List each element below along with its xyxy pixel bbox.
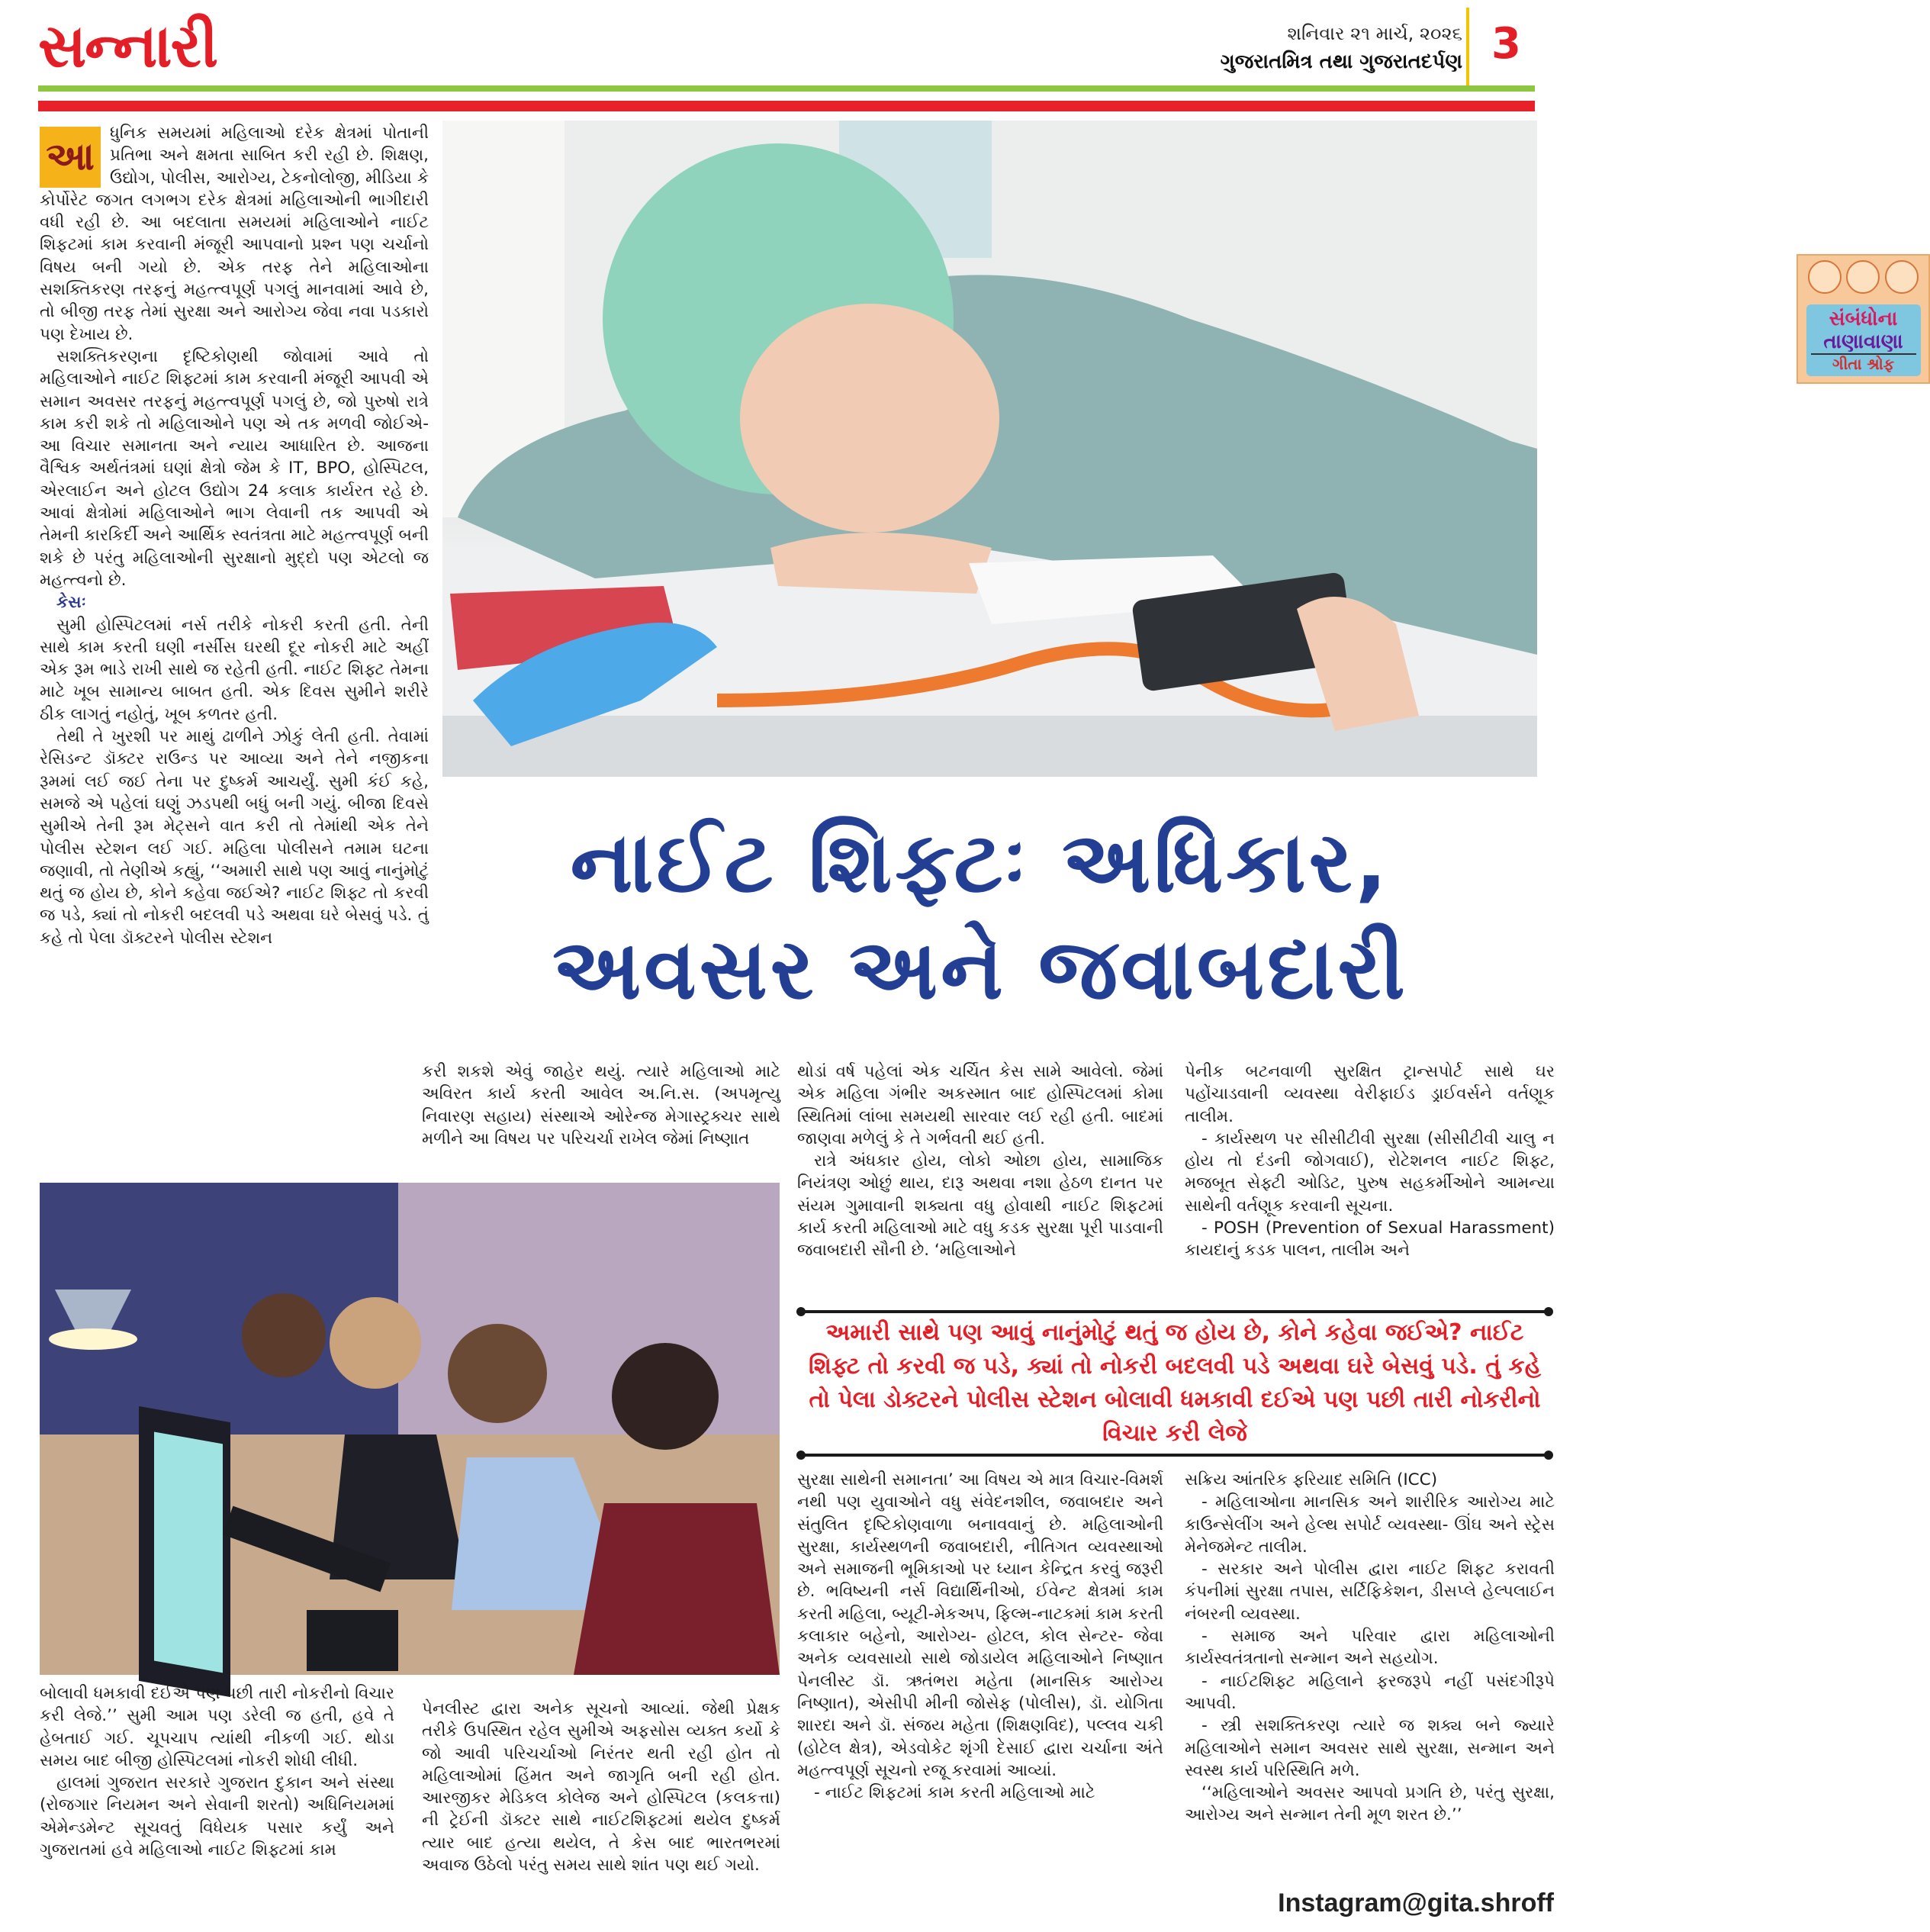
drop-cap: આ [40,127,101,188]
paragraph: સુરક્ષા સાથેની સમાનતા’ આ વિષય એ માત્ર વિચાર-વિમર્શ નથી પણ યુવાઓને વધુ સંવેદનશીલ, જવાબદાર અને સંતુલિત દૃષ્ટિકોણવાળા બનાવવાનું છે. મહિલાઓની સુરક્ષા, કાર્યસ્થળની જવાબદારી, નીતિગત વ્યવસ્થાઓ અને સમાજની ભૂમિકાઓ પર ધ્યાન કેન્દ્રિત કરવું જરૂરી છે. ભવિષ્યની નર્સ વિદ્યાર્થિનીઓ, ઈવેન્ટ ક્ષેત્રમાં કામ કરતી મહિલા, બ્યૂટી-મેકઅપ, ફિલ્મ-નાટકમાં કામ કરતી કલાકાર બહેનો, આરોગ્ય- હોટલ, કોલ સેન્ટર- જેવા અનેક વ્યવસાયો સાથે જોડાયેલ મહિલાઓને નિષ્ણાત પેનલીસ્ટ ડૉ. ઋતંભરા મહેતા (માનસિક આરોગ્ય નિષ્ણાત), એસીપી મીની જોસેફ (પોલીસ), ડૉ. યોગિતા શારદા અને ડૉ. સંજય મહેતા (શિક્ષણવિદ), પલ્લવ ચકી (હોટેલ ક્ષેત્ર), એડવોકેટ શૃંગી દેસાઈ દ્વારા ચર્ચાના અંતે મહત્ત્વપૂર્ણ સૂચનો રજૂ કરવામાં આવ્યાં. [797,1470,1164,1780]
headline-line2: અવસર અને જવાબદારી [552,920,1408,1018]
pull-quote-bottom-rule [799,1454,1550,1457]
paragraph: હાલમાં ગુજરાત સરકારે ગુજરાત દુકાન અને સંસ્થા (રોજગાર નિયમન અને સેવાની શરતો) અધિનિયમમાં એમેન્ડમેન્ટ સૂચવતું વિધેયક પસાર કર્યું અને ગુજરાતમાં હવે મહિલાઓ નાઈટ શિફ્ટમાં કામ [40,1773,394,1860]
paragraph: - સ્ત્રી સશક્તિકરણ ત્યારે જ શક્ય બને જ્યારે મહિલાઓને સમાન અવસર સાથે સુરક્ષા, સન્માન અને સ્વસ્થ કાર્ય પરિસ્થિતિ મળે. [1185,1716,1555,1780]
paragraph: સક્રિય આંતરિક ફરિયાદ સમિતિ (ICC) [1185,1470,1438,1489]
author-instagram-handle[interactable]: Instagram@gita.shroff [1278,1889,1554,1918]
paragraph: - સરકાર અને પોલીસ દ્વારા નાઈટ શિફટ કરાવતી કંપનીમાં સુરક્ષા તપાસ, સર્ટિફિકેશન, ડીસપ્લે હેલ્પલાઈન નંબરની વ્યવસ્થા. [1185,1560,1555,1624]
issue-date: શનિવાર ૨૧ માર્ચ, ૨૦૨૬ [1287,23,1462,44]
paragraph: - સમાજ અને પરિવાર દ્વારા મહિલાઓની કાર્યસ્વતંત્રતાનો સન્માન અને સહયોગ. [1185,1627,1555,1669]
column-4-top [1185,1061,1555,1262]
header-separator [1466,8,1469,88]
nurse-photo-illustration [442,121,1537,777]
case-heading: કેસઃ [56,593,86,613]
column-2-bottom [422,1698,780,1876]
column-1-bottom [40,1682,394,1861]
section-logo: સન્નારી [38,12,217,81]
paragraph: ધુનિક સમયમાં મહિલાઓ દરેક ક્ષેત્રમાં પોતાની પ્રતિભા અને ક્ષમતા સાબિત કરી રહી છે. શિક્ષણ, ઉદ્યોગ, પોલીસ, આરોગ્ય, ટેકનોલોજી, મીડિયા કે કોર્પોરેટ જગત લગભગ દરેક ક્ષેત્રમાં મહિલાઓની ભાગીદારી વધી રહી છે. આ બદલાતા સમયમાં મહિલાઓને નાઈટ શિફટમાં કામ કરવાની મંજૂરી આપવાનો પ્રશ્ન પણ ચર્ચાનો વિષય બની ગયો છે. એક તરફ તેને મહિલાઓના સશક્તિકરણ તરફનું મહત્ત્વપૂર્ણ પગલું માનવામાં આવે છે, તો બીજી તરફ તેમાં સુરક્ષા અને આરોગ્ય જેવા નવા પડકારો પણ દેખાય છે. [40,124,429,344]
paragraph: કરી શકશે એવું જાહેર થયું. ત્યારે મહિલાઓ માટે અવિરત કાર્ય કરતી આવેલ અ.નિ.સ. (અપમૃત્યુ નિવારણ સહાય) સંસ્થાએ ઓરેન્જ મેગાસ્ટ્રક્ચર સાથે મળીને આ વિષય પર પરિચર્ચા રાખેલ જેમાં નિષ્ણાત [422,1062,780,1148]
pull-quote: અમારી સાથે પણ આવું નાનુંમોટું થતું જ હોય છે, કોને કહેવા જઈએ? નાઈટ શિફ્ટ તો કરવી જ પડે, ક્યાં તો નોકરી બદલવી પડે અથવા ઘરે બેસવું પડે. તું કહે તો પેલા ડોક્ટરને પોલીસ સ્ટેશન બોલાવી ધમકાવી દઈએ પણ પછી તારી નોકરીનો વિચાર કરી લેજે [808,1319,1542,1447]
column-badge [1797,254,1930,384]
column-title-line1: સંબંધોના [1829,308,1898,330]
column-4-bottom [1185,1469,1555,1827]
paragraph: - મહિલાઓના માનસિક અને શારીરિક આરોગ્ય માટે કાઉન્સેલીંગ અને હેલ્થ સપોર્ટ વ્યવસ્થા- ઊંઘ અને સ્ટ્રેસ મેનેજમેન્ટ તાલીમ. [1185,1492,1555,1557]
paragraph: - નાઈટ શિફટમાં કામ કરતી મહિલાઓ માટે [814,1783,1095,1803]
call-center-photo [40,1183,780,1675]
paragraph: થોડાં વર્ષ પહેલાં એક ચર્ચિત કેસ સામે આવેલો. જેમાં એક મહિલા ગંભીર અકસ્માત બાદ હોસ્પિટલમાં કોમા સ્થિતિમાં લાંબા સમયથી સારવાર લઈ રહી હતી. બાદમાં જાણવા મળેલું કે તે ગર્ભવતી થઈ હતી. [797,1062,1163,1148]
intro-column [40,122,429,949]
pull-quote-top-rule [799,1310,1550,1313]
paragraph: - POSH (Prevention of Sexual Harassment) કાયદાનું કડક પાલન, તાલીમ અને [1185,1219,1555,1261]
column-title-line2: તાણાવાણા [1823,330,1903,353]
cartoon-family-icon [1806,260,1921,303]
page-number: 3 [1491,19,1521,69]
paragraph: પેનલીસ્ટ દ્વારા અનેક સૂચનો આવ્યાં. જેથી પ્રેક્ષક તરીકે ઉપસ્થિત રહેલ સુમીએ અફસોસ વ્યક્ત કર્યો કે જો આવી પરિચર્ચાઓ નિરંતર થતી રહી હોત તો મહિલાઓમાં હિંમત અને જાગૃતિ બની રહી હોત. આરજીકર મેડિકલ કોલેજ અને હોસ્પિટલ (કલકત્તા) ની ટ્રેઈની ડૉક્ટર સાથે નાઈટશિફ્ટમાં થયેલ દુષ્કર્મ ત્યાર બાદ હત્યા થયેલ, તે કેસ બાદ ભારતભરમાં અવાજ ઉઠેલો પરંતુ સમય સાથે શાંત પણ થઈ ગયો. [422,1699,780,1876]
paragraph: બોલાવી ધમકાવી દઈએ પણ પછી તારી નોકરીનો વિચાર કરી લેજે.’’ સુમી આમ પણ ડરેલી જ હતી, હવે તે હેબતાઈ ગઈ. ચૂપચાપ ત્યાંથી નીકળી ગઈ. થોડા સમય બાદ બીજી હોસ્પિટલમાં નોકરી શોધી લીધી. [40,1684,394,1770]
paragraph: - કાર્યસ્થળ પર સીસીટીવી સુરક્ષા (સીસીટીવી ચાલુ ન હોય તો દંડની જોગવાઈ), રોટેશનલ નાઈટ શિફ્ટ, મજબૂત સેફ્ટી ઓડિટ, પુરુષ સહકર્મીઓને આમન્યા સાથેની વર્તણૂક કરવાની સૂચના. [1185,1129,1555,1216]
column-3-bottom [797,1469,1163,1804]
red-rule [38,101,1535,111]
paragraph: - નાઈટશિફ્ટ મહિલાને ફરજરૂપે નહીં પસંદગીરૂપે આપવી. [1185,1671,1555,1713]
column-author: ગીતા શ્રોફ [1811,353,1916,373]
closing-quote: ‘‘મહિલાઓને અવસર આપવો પ્રગતિ છે, પરંતુ સુરક્ષા, આરોગ્ય અને સન્માન તેની મૂળ શરત છે.’’ [1185,1783,1555,1825]
paragraph: તેથી તે ખુરશી પર માથું ઢાળીને ઝોકું લેતી હતી. તેવામાં રેસિડન્ટ ડૉક્ટર રાઉન્ડ પર આવ્યા અને તેને નજીકના રૂમમાં લઈ જઈ તેના પર દુષ્કર્મ આચર્યું. સુમી કંઈ કહે, સમજે એ પહેલાં ઘણું ઝડપથી બધું બની ગયું. બીજા દિવસે સુમીએ તેની રૂમ મેટ્સને વાત કરી તો તેમાંથી એક તેને પોલીસ સ્ટેશન લઈ ગઈ. મહિલા પોલીસને તમામ ઘટના જણાવી, તો તેણીએ કહ્યું, ‘‘અમારી સાથે પણ આવું નાનુંમોટું થતું જ હોય છે, કોને કહેવા જઈએ? નાઈટ શિફ્ટ તો કરવી જ પડે, ક્યાં તો નોકરી બદલવી પડે અથવા ઘરે બેસવું પડે. તું કહે તો પેલા ડૉક્ટરને પોલીસ સ્ટેશન [40,727,429,948]
call-center-illustration [40,1183,780,1675]
paragraph: સશક્તિકરણના દૃષ્ટિકોણથી જોવામાં આવે તો મહિલાઓને નાઈટ શિફ્ટમાં કામ કરવાની મંજૂરી આપવી એ સમાન અવસર તરફનું મહત્ત્વપૂર્ણ પગલું છે, જો પુરુષો રાત્રે કામ કરી શકે તો મહિલાઓને પણ એ તક મળવી જોઈએ- આ વિચાર સમાનતા અને ન્યાય આધારિત છે. આજના વૈશ્વિક અર્થતંત્રમાં ઘણાં ક્ષેત્રો જેમ કે IT, BPO, હોસ્પિટલ, એરલાઈન અને હોટલ ઉદ્યોગ 24 કલાક કાર્યરત રહે છે. આવાં ક્ષેત્રોમાં મહિલાઓને ભાગ લેવાની તક આપવી એ તેમની કારકિર્દી અને આર્થિક સ્વતંત્રતા માટે મહત્ત્વપૂર્ણ બની શકે છે પરંતુ મહિલાઓની સુરક્ષાનો મુદ્દો પણ એટલો જ મહત્ત્વનો છે. [40,346,429,590]
column-2-top [422,1061,780,1150]
publication-name: ગુજરાતમિત્ર તથા ગુજરાતદર્પણ [1220,50,1462,73]
paragraph: પેનીક બટનવાળી સુરક્ષિત ટ્રાન્સપોર્ટ સાથે ઘર પહોંચાડવાની વ્યવસ્થા વેરીફાઈડ ડ્રાઈવર્સને વર્તણૂક તાલીમ. [1185,1062,1555,1126]
article-headline [446,809,1514,1022]
green-rule [38,85,1535,92]
headline-line1: નાઈટ શિફ્ટઃ અધિકાર, [570,813,1391,911]
column-3-top [797,1061,1163,1262]
paragraph: રાત્રે અંધકાર હોય, લોકો ઓછા હોય, સામાજિક નિયંત્રણ ઓછું થાય, દારૂ અથવા નશા હેઠળ દાનત પર સંયમ ગુમાવાની શક્યતા વધુ હોવાથી નાઈટ શિફટમાં કાર્ય કરતી મહિલાઓ માટે વધુ કડક સુરક્ષા પૂરી પાડવાની જવાબદારી સૌની છે. ‘મહિલાઓને [797,1151,1163,1261]
paragraph: સુમી હોસ્પિટલમાં નર્સ તરીકે નોકરી કરતી હતી. તેની સાથે કામ કરતી ઘણી નર્સીસ ઘરથી દૂર નોકરી માટે અહીં એક રૂમ ભાડે રાખી સાથે જ રહેતી હતી. નાઈટ શિફ્ટ તેમના માટે ખૂબ સામાન્ય બાબત હતી. એક દિવસ સુમીને શરીરે ઠીક લાગતું નહોતું, ખૂબ કળતર હતી. [40,615,429,724]
nurse-sleeping-photo [442,121,1903,777]
